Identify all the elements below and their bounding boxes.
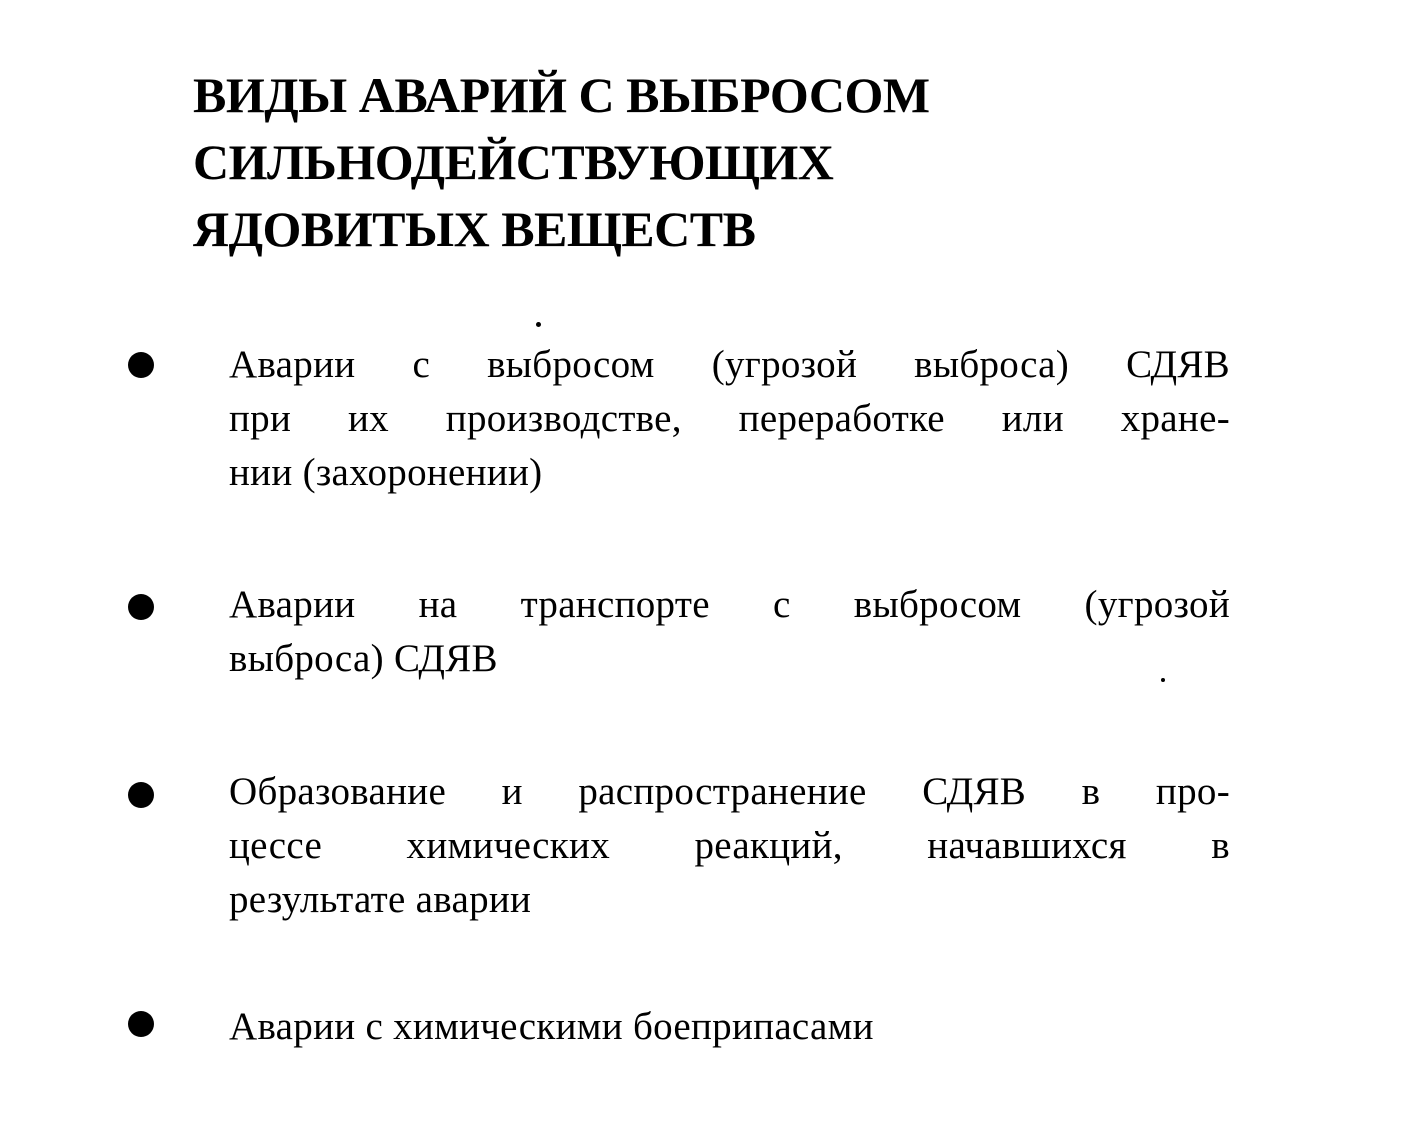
title-line: ЯДОВИТЫХ ВЕЩЕСТВ <box>193 201 756 257</box>
text-line: выброса) СДЯВ <box>229 637 498 680</box>
text-line: Аварии с выбросом (угрозой выброса) СДЯВ <box>229 343 1230 386</box>
scan-speck <box>536 322 541 327</box>
title-line: ВИДЫ АВАРИЙ С ВЫБРОСОМ <box>193 67 930 123</box>
bullet-icon <box>128 594 154 620</box>
text-line: результате аварии <box>229 878 532 921</box>
scan-speck <box>1161 678 1165 682</box>
title-line: СИЛЬНОДЕЙСТВУЮЩИХ <box>193 134 834 190</box>
text-line: нии (захоронении) <box>229 451 543 494</box>
list-item-text <box>229 765 1230 927</box>
list-item-text <box>229 1000 1230 1054</box>
text-line: Образование и распространение СДЯВ в про- <box>229 770 1230 813</box>
text-line: Аварии с химическими боеприпасами <box>229 1005 874 1048</box>
text-line: цессе химических реакций, начавшихся в <box>229 824 1230 867</box>
text-line: Аварии на транспорте с выбросом (угрозой <box>229 583 1230 626</box>
bullet-icon <box>128 1011 154 1037</box>
list-item-text <box>229 578 1230 686</box>
list-item-text <box>229 338 1230 500</box>
bullet-icon <box>128 352 154 378</box>
bullet-icon <box>128 782 154 808</box>
text-line: при их производстве, переработке или хране- <box>229 397 1230 440</box>
page-title <box>193 62 1193 263</box>
